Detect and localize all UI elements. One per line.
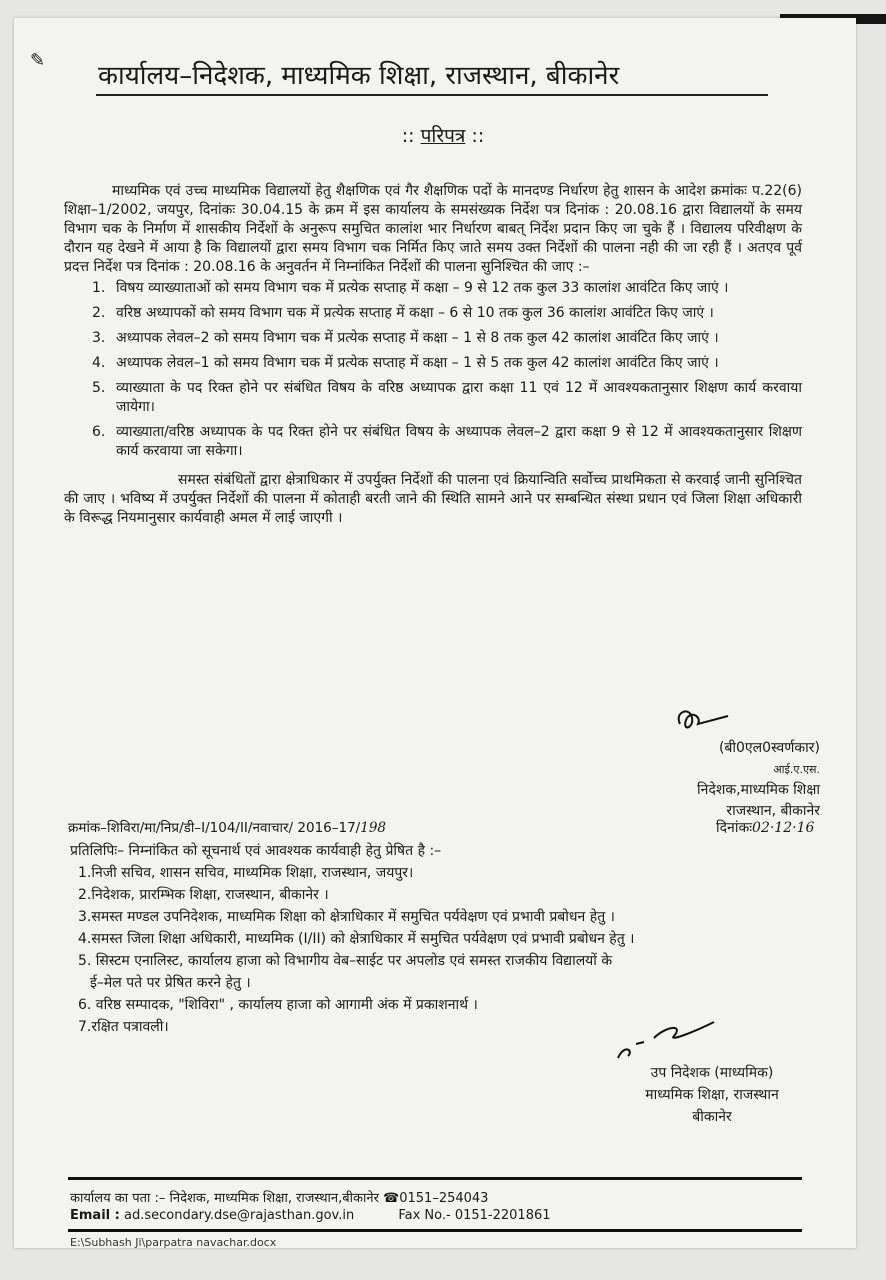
directive-list <box>64 279 802 461</box>
circular-heading <box>0 122 886 148</box>
copy-item: 5. सिस्टम एनालिस्ट, कार्यालय हाजा को विभागीय वेब–साईट पर अपलोड एवं समस्त राजकीय विद्यालयों के <box>78 953 613 969</box>
footer-bottom-rule <box>68 1229 802 1232</box>
footer-top-rule <box>68 1177 802 1180</box>
copy-item: 1.निजी सचिव, शासन सचिव, माध्यमिक शिक्षा, राजस्थान, जयपुर। <box>78 865 414 881</box>
directive-item <box>92 304 802 323</box>
email-label: Email : <box>70 1208 120 1223</box>
fax-number: Fax No.- 0151-2201861 <box>398 1208 551 1223</box>
director-designation: निदेशक,माध्यमिक शिक्षा <box>697 782 820 798</box>
email-address: ad.secondary.dse@rajasthan.gov.in <box>123 1208 355 1223</box>
directive-number: 5. <box>92 380 106 396</box>
reference-date <box>716 818 814 837</box>
directive-text: व्याख्याता/वरिष्ठ अध्यापक के पद रिक्त होने पर संबंधित विषय के अध्यापक लेवल–2 द्वारा कक्षा 9 से 12 में आवश्यकतानुसार शिक्षण कार्य करवाया जा सकेगा। <box>116 424 802 459</box>
copy-item: 3.समस्त मण्डल उपनिदेशक, माध्यमिक शिक्षा को क्षेत्राधिकार में समुचित पर्यवेक्षण एवं प्रभावी प्रबोधन हेतु । <box>78 909 615 925</box>
deputy-place: बीकानेर <box>692 1109 732 1125</box>
reference-number-handwritten: 198 <box>360 820 387 836</box>
directive-item <box>92 379 802 417</box>
deputy-office: माध्यमिक शिक्षा, राजस्थान <box>645 1087 779 1103</box>
circular-title: परिपत्र <box>420 125 466 147</box>
closing-paragraph: समस्त संबंधितों द्वारा क्षेत्राधिकार में उपर्युक्त निर्देशों की पालना एवं क्रियान्विति सर्वोच्च प्राथमिकता से करवाई जानी सुनिश्चित की जाए । भविष्य में उपर्युक्त निर्देशों की पालना में कोताही बरती जाने की स्थिति सामने आने पर सम्बन्धित संस्था प्रधान एवं जिला शिक्षा अधिकारी के विरूद्ध नियमानुसार कार्यवाही अमल में लाई जाएगी । <box>64 472 802 526</box>
circular-suffix: :: <box>465 125 485 147</box>
circular-body <box>64 182 802 528</box>
office-address: कार्यालय का पता :– निदेशक, माध्यमिक शिक्षा, राजस्थान,बीकानेर ☎0151–254043 <box>70 1191 489 1206</box>
director-signature-block <box>620 738 820 822</box>
directive-item <box>92 279 802 298</box>
reference-number-text: क्रमांक–शिविरा/मा/निप्र/डी–I/104/II/नवाचार/ 2016–17/ <box>68 820 361 836</box>
date-handwritten: 02·12·16 <box>752 820 815 836</box>
director-service: आई.ए.एस. <box>773 763 820 776</box>
directive-number: 6. <box>92 424 106 440</box>
directive-item <box>92 329 802 348</box>
circular-prefix: :: <box>401 125 421 147</box>
copy-item: 2.निदेशक, प्रारम्भिक शिक्षा, राजस्थान, बीकानेर । <box>78 887 329 903</box>
copy-item: 7.रक्षित पत्रावली। <box>78 1019 169 1035</box>
intro-paragraph: माध्यमिक एवं उच्च माध्यमिक विद्यालयों हेतु शैक्षणिक एवं गैर शैक्षणिक पदों के मानदण्ड निर्धारण हेतु शासन के आदेश क्रमांकः प.22(6) शिक्षा–1/2002, जयपुर, दिनांकः 30.04.15 के क्रम में इस कार्यालय के समसंख्यक निर्देश पत्र दिनांक : 20.08.16 द्वारा विद्यालयों के समय विभाग चक के निर्माण में शासकीय निर्देशों के अनुरूप समुचित कालांश भार निर्धारण बाबत् निर्देश प्रदान किए जा चुके हैं । विद्यालय परिवीक्षण के दौरान यह देखने में आया है कि विद्यालयों द्वारा समय विभाग चक निर्मित किए जाते समय उक्त निर्देशों की पालना नही की जा रही हैं । अतएव पूर्व प्रदत्त निर्देश पत्र दिनांक : 20.08.16 के अनुवर्तन में निम्नांकित निर्देशों की पालना सुनिश्चित की जाए :– <box>64 183 802 275</box>
title-underline <box>96 94 768 96</box>
directive-number: 4. <box>92 355 106 371</box>
copy-item: 4.समस्त जिला शिक्षा अधिकारी, माध्यमिक (I/II) को क्षेत्राधिकार में समुचित पर्यवेक्षण एवं प्रभावी प्रबोधन हेतु । <box>78 931 635 947</box>
directive-item <box>92 354 802 373</box>
directive-text: अध्यापक लेवल–2 को समय विभाग चक में प्रत्येक सप्ताह में कक्षा – 1 से 8 तक कुल 42 कालांश आवंटित किए जाएं । <box>116 330 719 346</box>
deputy-signature-block <box>612 1062 812 1128</box>
reference-number <box>68 818 386 836</box>
contact-line <box>70 1208 551 1223</box>
directive-number: 2. <box>92 305 106 321</box>
director-place: राजस्थान, बीकानेर <box>726 803 820 819</box>
director-name: (बी0एल0स्वर्णकार) <box>718 740 820 756</box>
office-title: कार्यालय–निदेशक, माध्यमिक शिक्षा, राजस्थान, बीकानेर <box>98 61 620 91</box>
copy-intro: प्रतिलिपिः– निम्नांकित को सूचनार्थ एवं आवश्यक कार्यवाही हेतु प्रेषित है :– <box>70 843 442 859</box>
directive-text: व्याख्याता के पद रिक्त होने पर संबंधित विषय के वरिष्ठ अध्यापक द्वारा कक्षा 11 एवं 12 में आवश्यकतानुसार शिक्षण कार्य करवाया जायेगा। <box>116 380 802 415</box>
deputy-signature-icon <box>614 1014 724 1068</box>
copy-item: 6. वरिष्ठ सम्पादक, "शिविरा" , कार्यालय हाजा को आगामी अंक में प्रकाशनार्थ । <box>78 997 478 1013</box>
margin-mark-icon: ✎ <box>30 50 46 71</box>
file-path: E:\Subhash Ji\parpatra navachar.docx <box>70 1236 277 1249</box>
directive-text: अध्यापक लेवल–1 को समय विभाग चक में प्रत्येक सप्ताह में कक्षा – 1 से 5 तक कुल 42 कालांश आवंटित किए जाएं । <box>116 355 719 371</box>
directive-number: 1. <box>92 280 106 296</box>
date-label: दिनांकः <box>716 820 753 836</box>
directive-item <box>92 423 802 461</box>
deputy-designation: उप निदेशक (माध्यमिक) <box>650 1065 774 1081</box>
directive-text: वरिष्ठ अध्यापकों को समय विभाग चक में प्रत्येक सप्ताह में कक्षा – 6 से 10 तक कुल 36 कालांश आवंटित किए जाएं । <box>116 305 714 321</box>
directive-text: विषय व्याख्याताओं को समय विभाग चक में प्रत्येक सप्ताह में कक्षा – 9 से 12 तक कुल 33 कालांश आवंटित किए जाएं । <box>116 280 729 296</box>
directive-number: 3. <box>92 330 106 346</box>
copy-item-continued: ई–मेल पते पर प्रेषित करने हेतु । <box>90 975 251 991</box>
copy-to-list <box>70 842 810 1040</box>
director-signature-icon <box>672 702 732 738</box>
